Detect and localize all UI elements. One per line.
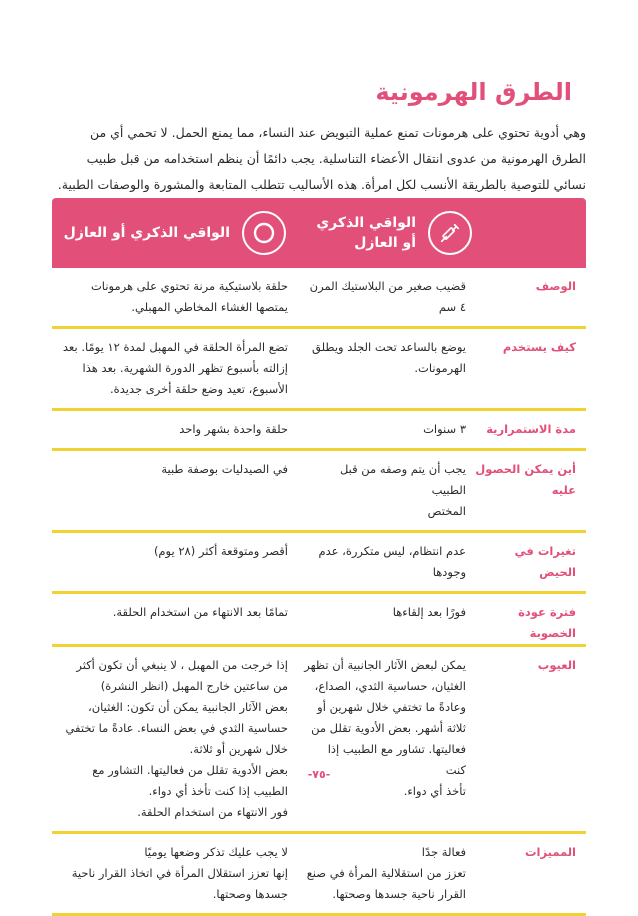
syringe-icon [428,211,472,255]
implant-cell-line: فعالة جدًا [421,845,466,859]
row-label: العيوب [537,658,576,672]
page-number: -٧٥- [307,768,331,781]
table-header [52,198,586,268]
ring-cell-line: من ساعتين خارج المهبل (انظر النشرة) [100,679,288,693]
table-row [52,411,586,451]
table-row [52,647,586,834]
intro-paragraph: وهي أدوية تحتوي على هرمونات تمنع عملية التبويض عند النساء، مما يمنع الحمل. لا تحمي أي من الطرق الهرمونية من عدوى انتقال الأعضاء التناسلية. يجب دائمًا أن ينظم استخدامه من قبل طبيب نسائي للتوصية بالطريقة الأنسب لكل امرأة. هذه الأساليب تتطلب المتابعة والمشورة والوصفات الطبية. [57,125,586,192]
ring-cell-line: حساسية الثدي في بعض النساء. عادةً ما تختفي [65,721,288,735]
row-label: تغيرات في الحيض [514,544,576,579]
implant-cell-line: المختص [427,504,466,518]
header-implant-label: الواقي الذكري أو العازل [316,215,416,251]
row-label: أين يمكن الحصول عليه [475,462,576,497]
ring-cell [52,268,302,326]
table-row [52,594,586,647]
ring-cell-line: تمامًا بعد الانتهاء من استخدام الحلقة. [112,605,288,619]
implant-cell-line: عدم انتظام، ليس متكررة، عدم [318,544,466,558]
ring-cell [52,647,302,831]
implant-cell-line: القرار ناحية جسدها وصحتها. [332,887,466,901]
implant-cell-line: قضيب صغير من البلاستيك المرن [309,279,466,293]
ring-cell-line: بعض الآثار الجانبية يمكن أن تكون: الغثيان، [88,700,288,714]
ring-cell-line: خلال شهرين أو ثلاثة. [189,742,288,756]
ring-cell-line: إذا خرجت من المهبل ، لا ينبغي أن تكون أكثر [76,658,288,672]
row-label: مدة الاستمرارية [486,422,576,436]
ring-cell [52,451,302,488]
ring-cell-line: أقصر ومتوقعة أكثر (٢٨ يوم) [153,544,288,558]
page-title: الطرق الهرمونية [375,78,572,106]
ring-cell-line: حلقة بلاستيكية مرنة تحتوي على هرمونات [90,279,288,293]
implant-cell-line: تعزز من استقلالية المرأة في صنع [306,866,466,880]
ring-cell [52,329,302,408]
ring-cell-line: الطبيب إذا كنت تأخذ أي دواء. [148,784,288,798]
ring-cell-line: يمتصها الغشاء المخاطي المهبلي. [131,300,288,314]
implant-cell-line: وجودها [432,565,466,579]
ring-cell [52,594,302,631]
ring-cell-line: إنها تعزز استقلال المرأة في اتخاذ القرار ناحية [71,866,288,880]
implant-cell [302,451,474,530]
implant-cell-line: تأخذ أي دواء. [403,784,466,798]
implant-cell [302,329,474,387]
header-spacer [474,198,586,268]
table-row [52,451,586,533]
ring-cell-line: بعض الأدوية تقلل من فعاليتها. التشاور مع [92,763,288,777]
table-row [52,533,586,594]
ring-cell-line: في الصيدليات بوصفة طبية [161,462,288,476]
implant-cell-line: يجب أن يتم وصفه من قبل الطبيب [339,462,466,497]
comparison-table [52,198,586,916]
implant-cell [302,533,474,591]
table-row [52,329,586,411]
implant-cell [302,834,474,913]
implant-cell-line: يوضع بالساعد تحت الجلد ويطلق [312,340,466,354]
row-label: الوصف [535,279,576,293]
table-row [52,834,586,916]
ring-cell-line: إزالته بأسبوع تظهر الدورة الشهرية. بعد هذا [82,361,288,375]
ring-cell [52,533,302,570]
implant-cell [302,411,474,448]
header-ring-label: الواقي الذكري أو العازل [63,225,230,241]
implant-cell-line: الهرمونات. [414,361,466,375]
ring-cell-line: الأسبوع، تعيد وضع حلقة أخرى جديدة. [110,382,288,396]
implant-cell-line: يمكن لبعض الآثار الجانبية أن تظهر [304,658,466,672]
implant-cell-line: ثلاثة أشهر. بعض الأدوية تقلل من [311,721,466,735]
ring-icon [242,211,286,255]
implant-cell-line: ٣ سنوات [423,422,466,436]
implant-cell-line: فعاليتها. تشاور مع الطبيب إذا كنت [327,742,466,777]
table-row [52,268,586,329]
ring-cell-line: لا يجب عليك تذكر وضعها يوميًا [144,845,288,859]
ring-cell [52,834,302,913]
ring-cell-line: تضع المرأة الحلقة في المهبل لمدة ١٢ يومًا. بعد [62,340,288,354]
header-ring [52,198,300,268]
row-label: فترة عودة الخصوبة [518,605,576,640]
table-body [52,268,586,916]
implant-cell-line: الغثيان، حساسية الثدي، الصداع، [314,679,466,693]
row-label: المميزات [524,845,576,859]
row-label: كيف يستخدم [502,340,576,354]
ring-cell-line: فور الانتهاء من استخدام الحلقة. [137,805,288,819]
implant-cell [302,594,474,631]
implant-cell-line: فورًا بعد إلقاءها [392,605,466,619]
header-implant [300,198,474,268]
implant-cell-line: وعادةً ما تختفي خلال شهرين أو [317,700,466,714]
ring-cell [52,411,302,448]
implant-cell [302,647,474,810]
ring-cell-line: حلقة واحدة بشهر واحد [179,422,288,436]
implant-cell [302,268,474,326]
ring-cell-line: جسدها وصحتها. [212,887,288,901]
implant-cell-line: ٤ سم [438,300,466,314]
